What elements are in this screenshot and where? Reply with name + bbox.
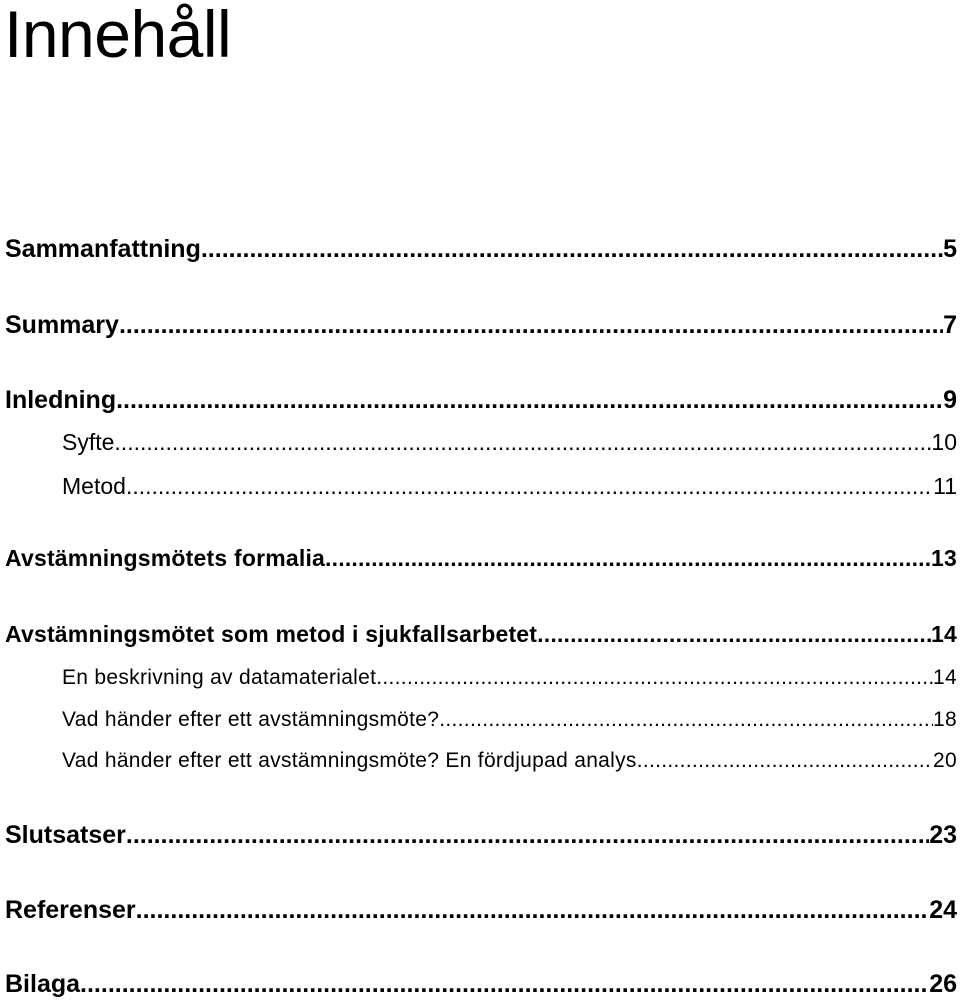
toc-entry-label: Summary — [5, 311, 119, 339]
toc-dot-leader — [537, 617, 931, 651]
toc-entry-label: Vad händer efter ett avstämningsmöte? — [62, 708, 440, 731]
toc-page-number: 11 — [933, 473, 957, 499]
toc-entry-syfte[interactable] — [62, 427, 957, 457]
toc-page-number: 20 — [933, 749, 957, 772]
toc-page-number: 26 — [929, 970, 957, 998]
toc-dot-leader — [201, 232, 943, 266]
toc-entry-label: Referenser — [5, 896, 136, 924]
toc-page-number: 18 — [933, 708, 957, 731]
toc-entry-vad-hander-efter[interactable] — [62, 705, 957, 735]
toc-entry-avstamningsmotets-formalia[interactable] — [5, 541, 957, 575]
toc-dot-leader — [119, 308, 943, 342]
toc-entry-metod[interactable] — [62, 471, 957, 501]
page-title: Innehåll — [4, 0, 232, 71]
toc-page-number: 23 — [929, 821, 957, 849]
toc-page-number: 13 — [931, 545, 957, 571]
toc-dot-leader — [126, 471, 933, 501]
toc-dot-leader — [136, 893, 930, 927]
toc-page-number: 14 — [931, 621, 957, 647]
toc-entry-slutsatser[interactable] — [5, 818, 957, 852]
toc-dot-leader — [80, 967, 929, 1001]
toc-dot-leader — [376, 663, 933, 693]
toc-page-number: 24 — [929, 896, 957, 924]
toc-page-number: 9 — [943, 386, 957, 414]
toc-entry-label: Avstämningsmötet som metod i sjukfallsarbetet — [5, 621, 538, 647]
toc-entry-label: Metod — [62, 473, 126, 499]
toc-dot-leader — [114, 427, 931, 457]
toc-dot-leader — [439, 705, 933, 735]
toc-entry-bilaga[interactable] — [5, 967, 957, 1001]
toc-entry-fordjupad-analys[interactable] — [62, 746, 957, 776]
toc-entry-avstamningsmotet-som-metod[interactable] — [5, 617, 957, 651]
toc-entry-label: Sammanfattning — [5, 235, 201, 263]
toc-page-number: 14 — [933, 666, 957, 689]
toc-entry-label: En beskrivning av datamaterialet — [62, 666, 377, 689]
toc-entry-label: Syfte — [62, 429, 115, 455]
toc-entry-label: Avstämningsmötets formalia — [5, 545, 326, 571]
toc-page-number: 7 — [943, 311, 957, 339]
toc-entry-referenser[interactable] — [5, 893, 957, 927]
toc-entry-beskrivning-datamaterialet[interactable] — [62, 663, 957, 693]
toc-page-number: 5 — [943, 235, 957, 263]
toc-dot-leader — [637, 746, 933, 776]
toc-dot-leader — [126, 818, 929, 852]
toc-entry-inledning[interactable] — [5, 383, 957, 417]
toc-entry-label: Vad händer efter ett avstämningsmöte? En fördjupad analys — [62, 749, 637, 772]
toc-dot-leader — [116, 383, 943, 417]
toc-entry-summary[interactable] — [5, 308, 957, 342]
toc-page-number: 10 — [931, 429, 957, 455]
toc-entry-sammanfattning[interactable] — [5, 232, 957, 266]
toc-entry-label: Inledning — [5, 386, 117, 414]
toc-dot-leader — [325, 541, 931, 575]
toc-entry-label: Slutsatser — [5, 821, 126, 849]
toc-entry-label: Bilaga — [5, 970, 81, 998]
